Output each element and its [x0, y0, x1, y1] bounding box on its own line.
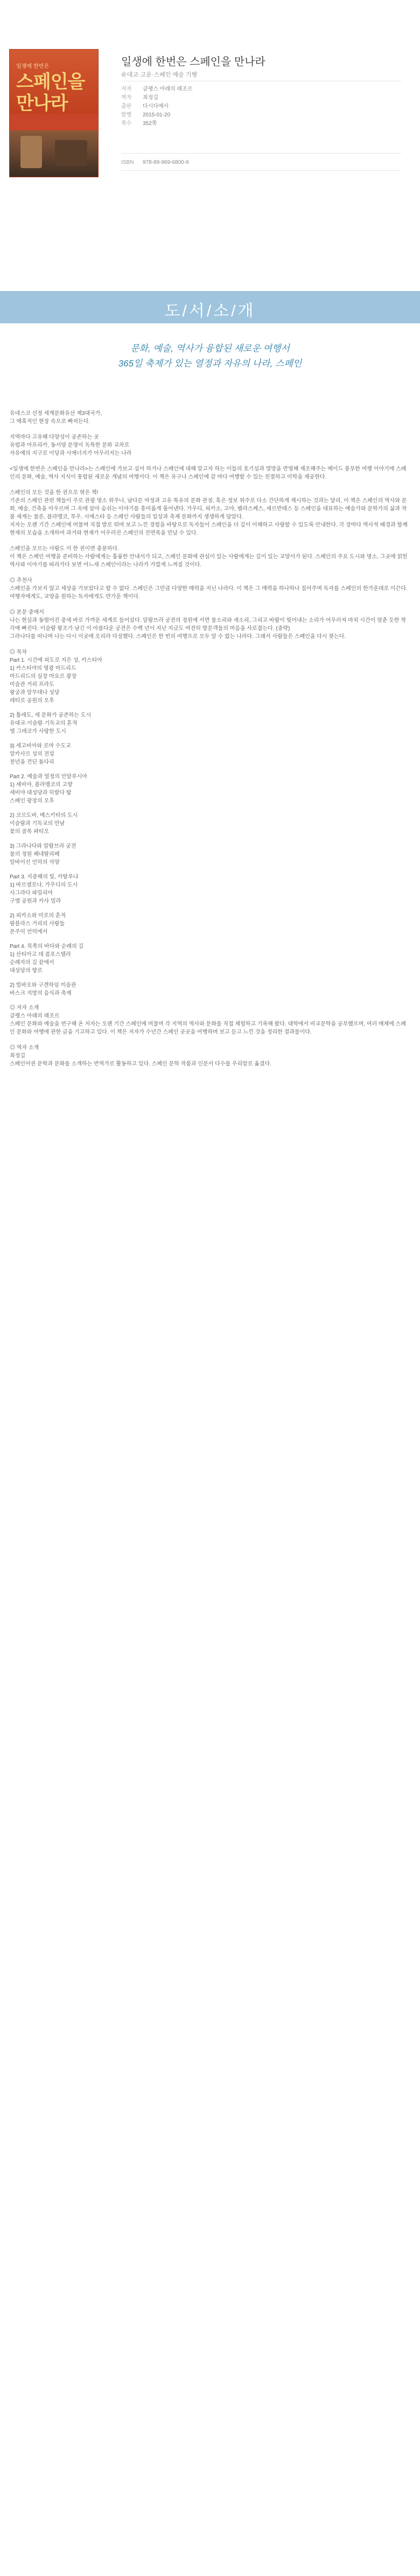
meta-key: 발행 — [121, 112, 132, 118]
meta-value: 352쪽 — [143, 121, 157, 127]
meta-row — [121, 85, 283, 94]
cover-title-line2: 만나라 — [16, 93, 68, 114]
translator-bio: 최정길 스페인어권 문학과 문화를 소개하는 번역가로 활동하고 있다. 스페인 문학 작품과 인문서 다수를 우리말로 옮겼다. — [10, 1053, 272, 1067]
paragraph: ◎ 본문 중에서 나는 현실과 동떨어진 중세 바로 가까운 세계로 들어섰다. 알람브라 궁전의 정원에 서면 물소리와 새소리, 그리고 바람이 빚어내는 소리가 어우러져 마치 시간이 멈춘 듯한 착각에 빠진다. 이슬람 왕조가 남긴 이 아름다운 궁전은 수백 년이 지난 지금도 여전히 방문객들의 마음을 사로잡는다. (중략) 그라나다를 떠나며 나는 다시 이곳에 오리라 다짐했다. 스페인은 한 번의 여행으로 모두 알 수 없는 나라다. 그래서 사람들은 스페인을 다시 찾는다. — [10, 610, 406, 640]
paragraph: 스페인의 모든 것을 한 권으로 엮은 책! 기존의 스페인 관련 책들이 주로 관광 명소 위주나, 남다른 여정과 고유 특유의 문화 관점, 혹은 정보 위주로 다소 간단하게 제시하는 것과는 달리, 이 책은 스페인의 역사와 문화, 예술, 건축을 아우르며 그 속에 살아 숨쉬는 이야기를 흥미롭게 풀어낸다. 가우디, 피카소, 고야, 벨라스케스, 세르반테스 등 스페인을 대표하는 예술가와 문학가의 삶과 작품 세계는 물론, 플라멩코, 투우, 시에스타 등 스페인 사람들의 일상과 축제 문화까지 생생하게 담았다. 저자는 오랜 기간 스페인에 머물며 직접 발로 뛰며 보고 느낀 경험을 바탕으로 독자들이 스페인을 더 깊이 이해하고 사랑할 수 있도록 안내한다. 각 장마다 역사적 배경과 함께 현재의 모습을 소개하여 과거와 현재가 어우러진 스페인의 진면목을 만날 수 있다. — [10, 490, 408, 536]
book-subtitle: 유대교·고운·스페인 예술 기행 — [121, 72, 197, 78]
paragraph: <일생에 한번은 스페인을 만나라>는 스페인에 가보고 싶어 하거나 스페인에 대해 알고자 하는 이들의 호기심과 열망을 반영해 제조해주는 메이드 풍부한 여행 이야기에 스페인의 문화, 예술, 역사 지식이 통합된 새로운 개념의 여행서다. 이 책은 유구나 스페인에 갈 마다 여행할 수 있는 친절하고 미학을 제공한다. — [10, 466, 407, 480]
paragraph: 유네스코 선정 세계문화유산 제3대국가, 그 매혹적인 현장 속으로 빠져든다. — [10, 411, 102, 425]
toc-item: 3) 그라나다와 알람브라 궁전 물의 정원 헤네랄리페 알바이신 언덕의 석양 — [10, 843, 76, 865]
cover-photo — [10, 130, 98, 177]
meta-key: 출판 — [121, 103, 132, 109]
isbn-key: ISBN — [121, 160, 134, 165]
toc-item: 2) 빌바오와 구겐하임 미술관 바스크 지방의 음식과 축제 — [10, 982, 76, 996]
translator-title: ◎ 역자 소개 — [10, 1045, 39, 1051]
isbn-value: 978-89-969-6800-9 — [143, 160, 189, 165]
meta-value: 2015-01-20 — [143, 112, 171, 118]
paragraph: ◎ 추천사 스페인을 가보지 않고 세상을 가보았다고 할 수 없다. 스페인은 그만큼 다양한 매력을 지닌 나라다. 이 책은 그 매력을 하나하나 짚어주며 독자를 스페인의 한가운데로 이끈다. 여행자에게도, 교양을 원하는 독자에게도 반가운 책이다. — [10, 578, 408, 600]
cover-subtitle: 일생에 한번은 — [16, 64, 50, 70]
toc-part-label: Part 3. 지중해의 빛, 카탈루냐 — [10, 874, 79, 880]
meta-row — [121, 120, 283, 128]
meta-key: 역자 — [121, 95, 132, 101]
product-info — [0, 0, 420, 210]
toc-item: 1) 바르셀로나, 가우디의 도시 사그라다 파밀리아 구엘 공원과 카사 밀라 — [10, 882, 78, 904]
book-meta — [121, 85, 283, 128]
toc-item: 1) 카스티야의 영광 마드리드 마드리드의 심장 마요르 광장 미술관 거리 프라도 왕궁과 알무데나 성당 레티로 공원의 오후 — [10, 666, 77, 704]
meta-key: 저자 — [121, 86, 132, 92]
divider — [121, 170, 401, 171]
section-header — [0, 291, 420, 323]
toc-item: 3) 세고비아와 로마 수도교 알카사르 성의 전설 천년을 견딘 돌다리 — [10, 743, 71, 765]
meta-value: 클랭스 아래의 래조르 — [143, 86, 193, 92]
toc-item: 2) 톨레도, 세 문화가 공존하는 도시 유대교·이슬람·기독교의 흔적 엘 그레코가 사랑한 도시 — [10, 712, 92, 735]
toc-title: ◎ 목차 — [10, 649, 27, 655]
toc-item: 1) 세비야, 플라멩코의 고향 세비야 대성당과 히랄다 탑 스페인 광장의 오후 — [10, 782, 73, 804]
author-title: ◎ 저자 소개 — [10, 1005, 39, 1011]
divider — [121, 153, 401, 154]
toc-part-label: Part 1. 시간에 피도로 지은 성, 카스티야 — [10, 657, 102, 663]
cover-title-line1: 스페인을 — [16, 71, 85, 93]
headline-line2: 365일 축제가 있는 열정과 자유의 나라, 스페인 — [118, 358, 302, 369]
toc-item: 2) 코르도바, 메스키타의 도시 이슬람과 기독교의 만남 꽃의 골목 파티오 — [10, 813, 78, 835]
section-header-title: 도/서/소/개 — [164, 302, 256, 320]
toc-item: 1) 산티아고 데 콤포스텔라 순례자의 길 끝에서 대성당의 향로 — [10, 952, 71, 974]
meta-value: 최정길 — [143, 95, 158, 101]
meta-value: 다시다예사 — [143, 103, 169, 109]
toc-item: 2) 피카소와 미로의 흔적 람블라스 거리의 사람들 몬주익 언덕에서 — [10, 913, 66, 935]
meta-row — [121, 94, 283, 102]
author-bio: 클랭스 아래의 래조르 스페인 문화와 예술을 연구해 온 저자는 오랜 기간 스페인에 머물며 각 지역의 역사와 문화를 직접 체험하고 기록해 왔다. 대학에서 비교문학을 공부했으며, 여러 매체에 스페인 문화와 여행에 관한 글을 기고하고 있다. 이 책은 저자가 수년간 스페인 곳곳을 여행하며 보고 듣고 느낀 것을 정리한 결과물이다. — [10, 1013, 406, 1035]
toc-part-label: Part 4. 북쪽의 바다와 순례의 길 — [10, 944, 84, 950]
paragraph: 지역마다 고유해 다양성이 공존하는 곳 유럽과 아프리카, 동서양 문명이 독특한 문화 교차로 자유예의 지구로 이당과 시에너지가 어우러지는 나라 — [10, 434, 132, 456]
meta-key: 쪽수 — [121, 121, 132, 127]
meta-row — [121, 111, 283, 120]
book-title: 일생에 한번은 스페인을 만나라 — [121, 56, 265, 68]
toc-part-label: Part 2. 예술과 열정의 안달루시아 — [10, 774, 88, 780]
cover-title — [16, 71, 85, 114]
isbn-row — [121, 160, 189, 165]
headline-line1: 문화, 예술, 역사가 융합된 새로운 여행서 — [130, 343, 290, 354]
description-body — [10, 410, 410, 1076]
meta-row — [121, 102, 283, 111]
paragraph: 스페인을 모르는 사람도 이 한 권이면 충분하다. 이 책은 스페인 여행을 준비하는 사람에게는 훌륭한 안내서가 되고, 스페인 문화에 관심이 있는 사람에게는 깊이 있는 교양서가 된다. 스페인의 주요 도시와 명소, 그곳에 얽힌 역사와 이야기를 따라가다 보면 어느새 스페인이라는 나라가 가깝게 느껴질 것이다. — [10, 546, 408, 568]
book-cover — [10, 50, 98, 177]
